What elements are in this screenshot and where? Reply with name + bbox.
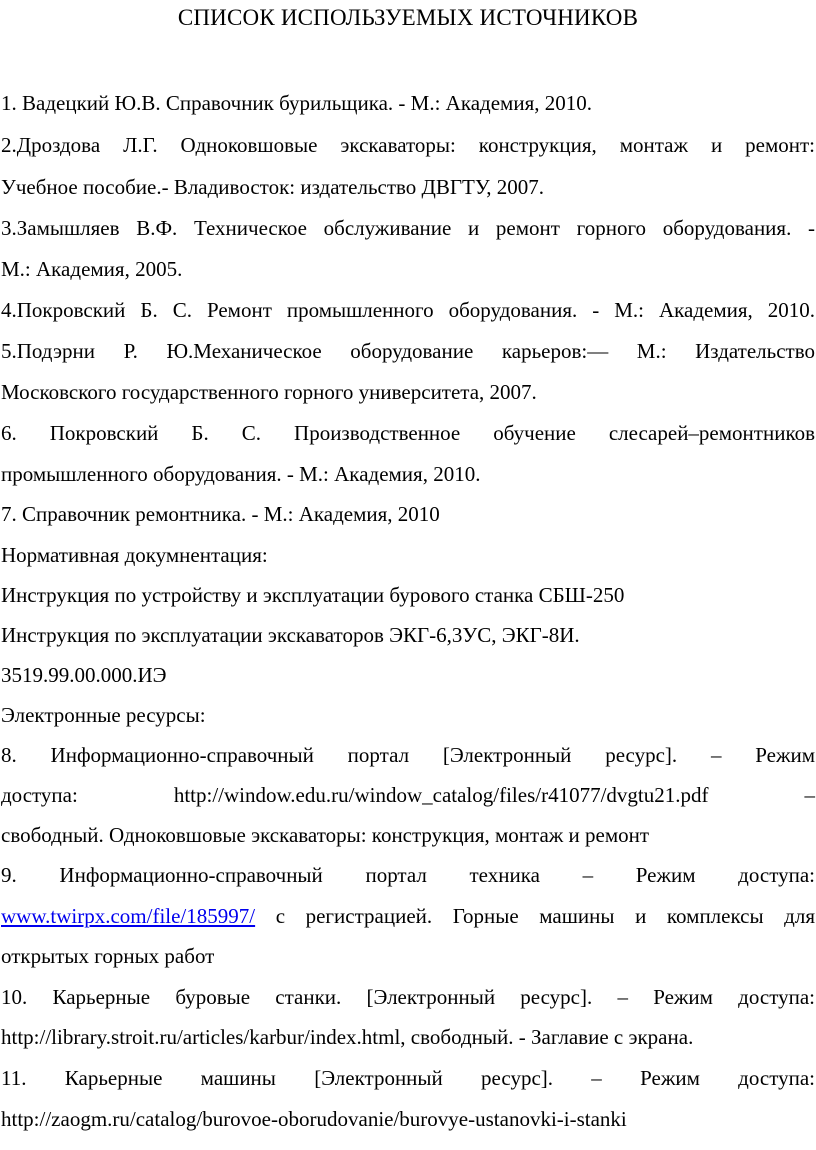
reference-line: 5.Подэрни Р. Ю.Механическое оборудование карьеров:— М.: Издательство <box>1 339 815 363</box>
reference-line-with-link <box>1 903 815 929</box>
reference-line: 2.Дроздова Л.Г. Одноковшовые экскаваторы: конструкция, монтаж и ремонт: <box>1 133 815 157</box>
reference-line: 4.Покровский Б. С. Ремонт промышленного оборудования. - М.: Академия, 2010. <box>1 298 815 322</box>
reference-line: 7. Справочник ремонтника. - М.: Академия, 2010 <box>1 502 440 526</box>
reference-line: 6. Покровский Б. С. Производственное обучение слесарей–ремонтников <box>1 421 815 445</box>
twirpx-link[interactable]: www.twirpx.com/file/185997/ <box>1 904 256 928</box>
reference-line: 1. Вадецкий Ю.В. Справочник бурильщика. - М.: Академия, 2010. <box>1 91 592 115</box>
reference-line: М.: Академия, 2005. <box>1 257 183 281</box>
reference-line: http://library.stroit.ru/articles/karbur/index.html, свободный. - Заглавие с экрана. <box>1 1025 694 1049</box>
reference-line: свободный. Одноковшовые экскаваторы: конструкция, монтаж и ремонт <box>1 823 650 847</box>
reference-line: Учебное пособие.- Владивосток: издательство ДВГТУ, 2007. <box>1 175 545 199</box>
page-title: СПИСОК ИСПОЛЬЗУЕМЫХ ИСТОЧНИКОВ <box>177 5 639 30</box>
reference-line: Московского государственного горного университета, 2007. <box>1 380 537 404</box>
section-heading: Электронные ресурсы: <box>1 703 206 727</box>
reference-line: 10. Карьерные буровые станки. [Электронный ресурс]. – Режим доступа: <box>1 985 815 1009</box>
reference-line-text: с регистрацией. Горные машины и комплексы для <box>275 904 816 928</box>
reference-line: 3.Замышляев В.Ф. Техническое обслуживание и ремонт горного оборудования. - <box>1 216 815 240</box>
reference-line: http://zaogm.ru/catalog/burovoe-oborudovanie/burovye-ustanovki-i-stanki <box>1 1107 627 1131</box>
section-heading: Нормативная докумнентация: <box>1 543 268 567</box>
reference-line: 3519.99.00.000.ИЭ <box>1 663 167 687</box>
reference-line: доступа: http://window.edu.ru/window_catalog/files/r41077/dvgtu21.pdf – <box>1 783 815 807</box>
reference-line: 9. Информационно-справочный портал техника – Режим доступа: <box>1 863 815 887</box>
reference-line: Инструкция по эксплуатации экскаваторов ЭКГ-6,3УС, ЭКГ-8И. <box>1 623 580 647</box>
reference-line: Инструкция по устройству и эксплуатации бурового станка СБШ-250 <box>1 583 625 607</box>
reference-line: 8. Информационно-справочный портал [Электронный ресурс]. – Режим <box>1 743 815 767</box>
reference-line: 11. Карьерные машины [Электронный ресурс]. – Режим доступа: <box>1 1066 815 1090</box>
reference-line: промышленного оборудования. - М.: Академия, 2010. <box>1 462 481 486</box>
reference-line: открытых горных работ <box>1 944 215 968</box>
